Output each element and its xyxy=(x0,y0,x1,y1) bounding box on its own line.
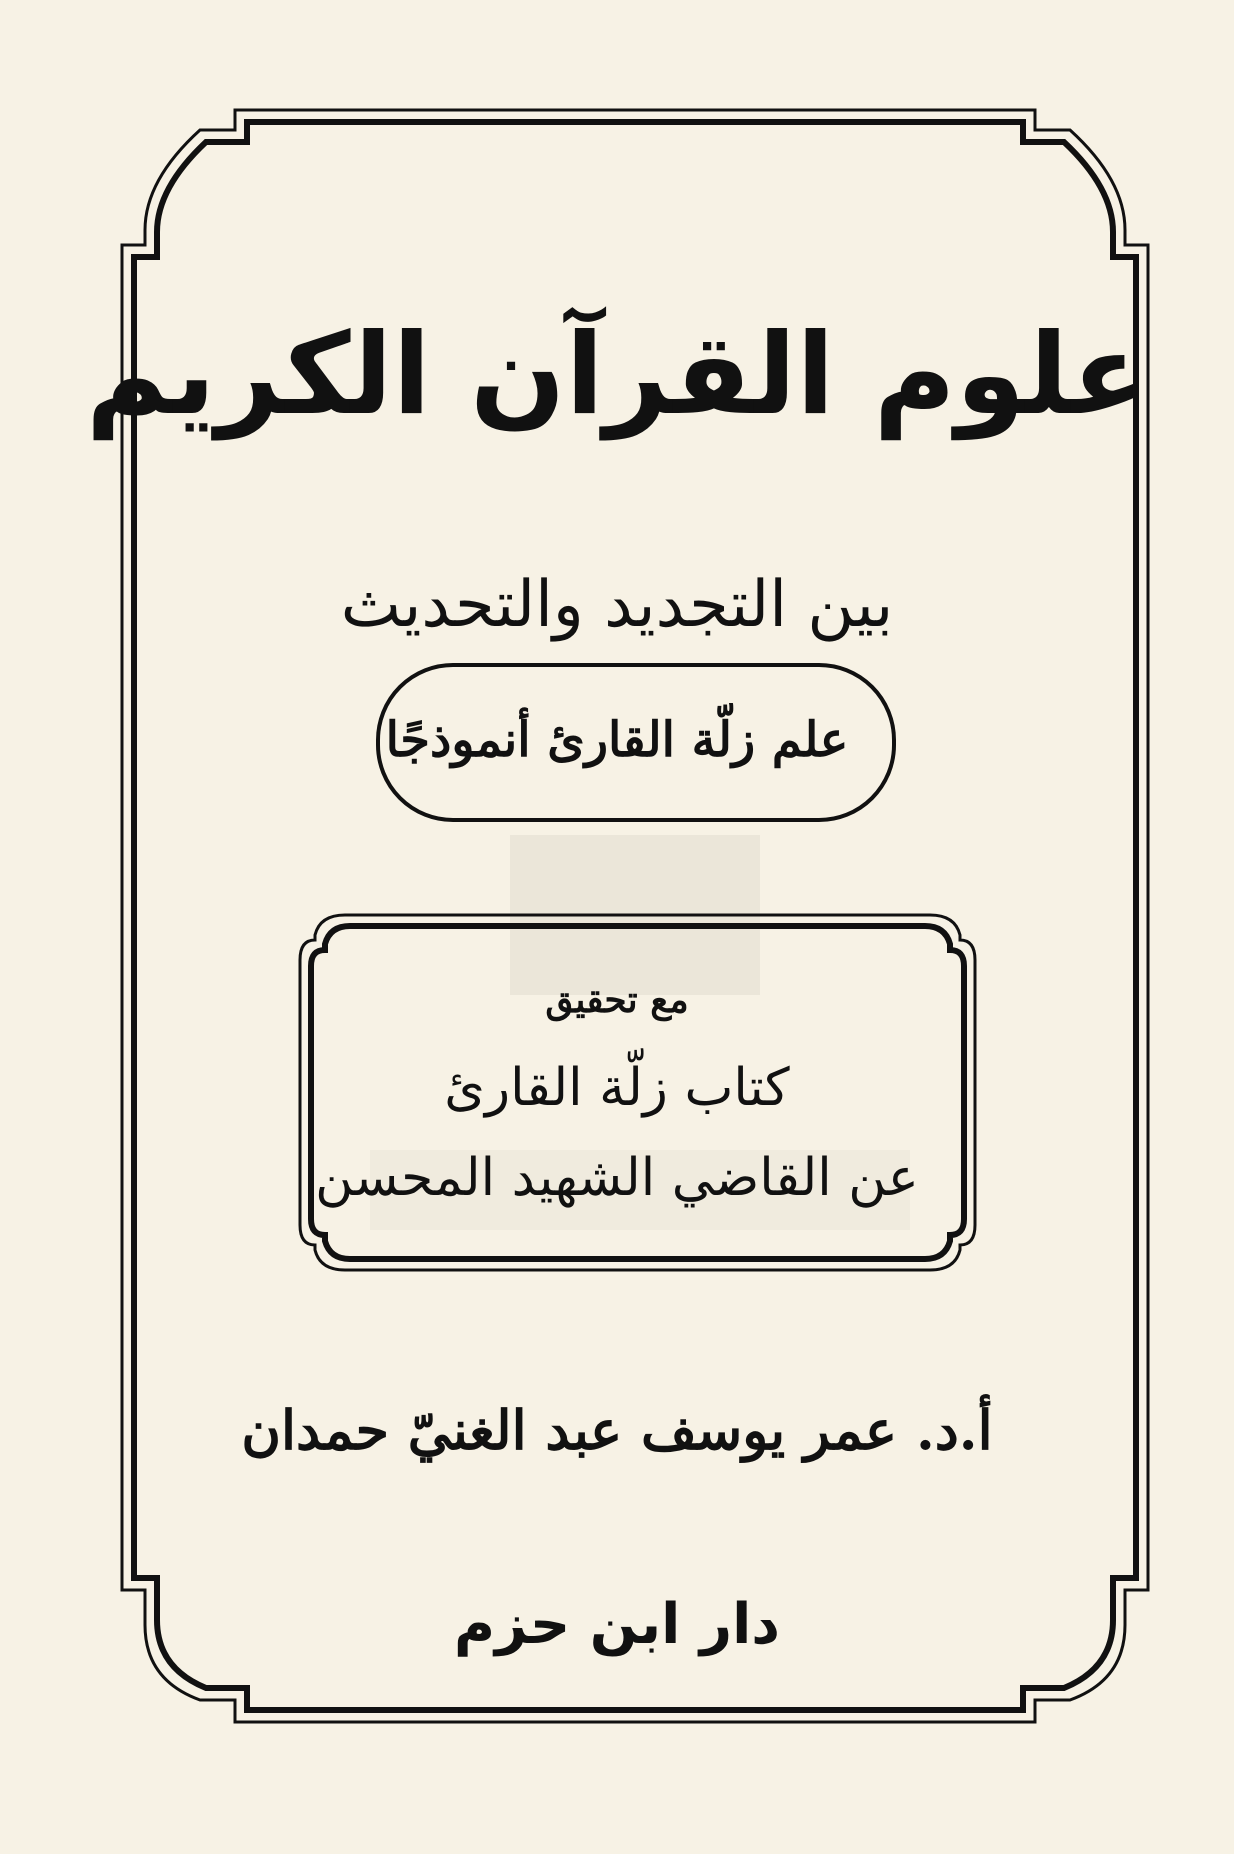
tahqiq-label: مع تحقيق xyxy=(545,979,689,1021)
edited-book-title: كتاب زلّة القارئ xyxy=(444,1058,790,1118)
model-label: علم زلّة القارئ أنموذجًا xyxy=(385,712,849,768)
book-subtitle: بين التجديد والتحديث xyxy=(340,568,894,642)
author-name: أ.د. عمر يوسف عبد الغنيّ حمدان xyxy=(241,1398,993,1462)
book-title-main: علوم القرآن الكريم xyxy=(85,310,1149,440)
edited-book-source: عن القاضي الشهيد المحسن xyxy=(315,1148,919,1208)
publisher-name: دار ابن حزم xyxy=(453,1592,781,1657)
